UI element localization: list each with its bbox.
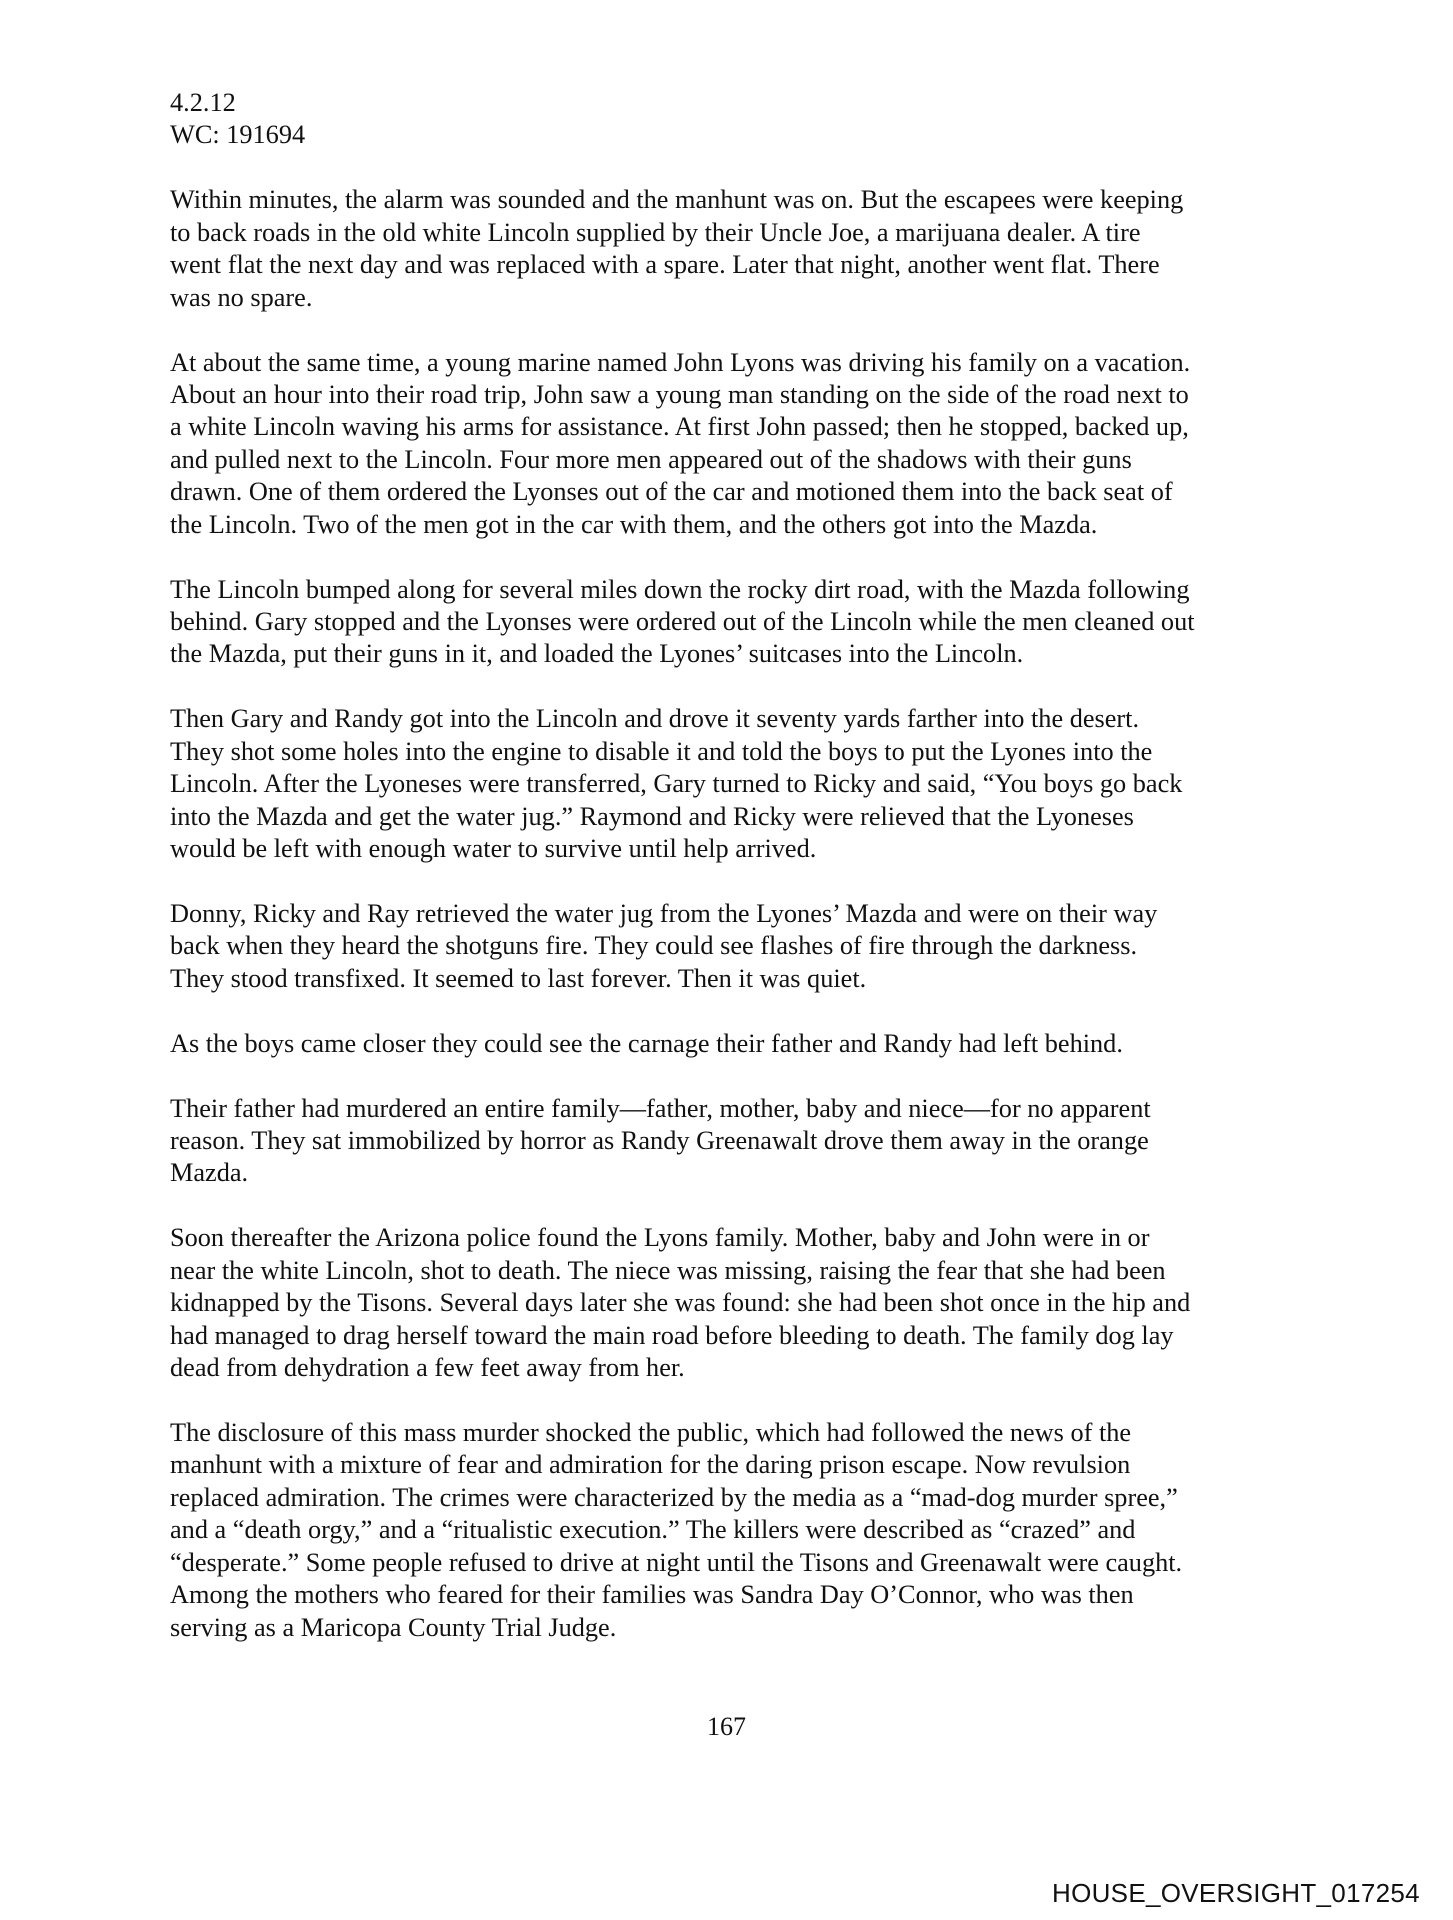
- paragraph: [170, 898, 1195, 995]
- paragraph: [170, 184, 1195, 314]
- text-line: into the Mazda and get the water jug.” Raymond and Ricky were relieved that the Lyoneses: [170, 801, 1134, 831]
- text-line: Within minutes, the alarm was sounded and the manhunt was on. But the escapees were keeping: [170, 185, 1184, 215]
- text-line: They stood transfixed. It seemed to last forever. Then it was quiet.: [170, 963, 867, 993]
- paragraph: [170, 1222, 1195, 1384]
- text-line: behind. Gary stopped and the Lyonses were ordered out of the Lincoln while the men cleaned out: [170, 607, 1195, 636]
- date-line: 4.2.12: [170, 88, 236, 117]
- paragraph: [170, 703, 1195, 865]
- text-line: Donny, Ricky and Ray retrieved the water jug from the Lyones’ Mazda and were on their way: [170, 898, 1158, 928]
- text-line: manhunt with a mixture of fear and admiration for the daring prison escape. Now revulsion: [170, 1450, 1131, 1480]
- text-line: They shot some holes into the engine to disable it and told the boys to put the Lyones into the: [170, 736, 1153, 766]
- text-line: had managed to drag herself toward the main road before bleeding to death. The family dog lay: [170, 1320, 1174, 1350]
- word-count-line: WC: 191694: [170, 120, 306, 150]
- text-line: went flat the next day and was replaced with a spare. Later that night, another went flat. There: [170, 250, 1160, 280]
- text-line: was no spare.: [170, 282, 313, 312]
- text-line: back when they heard the shotguns fire. They could see flashes of fire through the darkness.: [170, 931, 1138, 961]
- text-line: serving as a Maricopa County Trial Judge.: [170, 1612, 617, 1642]
- text-line: the Lincoln. Two of the men got in the car with them, and the others got into the Mazda.: [170, 509, 1098, 539]
- bates-number: HOUSE_OVERSIGHT_017254: [1052, 1878, 1420, 1908]
- paragraph: [170, 347, 1195, 542]
- paragraph: [170, 574, 1195, 671]
- text-line: The disclosure of this mass murder shocked the public, which had followed the news of the: [170, 1417, 1132, 1447]
- text-line: The Lincoln bumped along for several miles down the rocky dirt road, with the Mazda following: [170, 574, 1190, 604]
- text-line: and a “death orgy,” and a “ritualistic execution.” The killers were described as “crazed” and: [170, 1515, 1136, 1545]
- text-line: the Mazda, put their guns in it, and loaded the Lyones’ suitcases into the Lincoln.: [170, 639, 1024, 669]
- text-line: Lincoln. After the Lyoneses were transferred, Gary turned to Ricky and said, “You boys go back: [170, 769, 1183, 799]
- text-line: Their father had murdered an entire family—father, mother, baby and niece—for no apparent: [170, 1093, 1151, 1123]
- text-line: As the boys came closer they could see the carnage their father and Randy had left behind.: [170, 1028, 1123, 1058]
- text-line: Among the mothers who feared for their families was Sandra Day O’Connor, who was then: [170, 1580, 1134, 1610]
- paragraph: [170, 1028, 1195, 1060]
- text-line: near the white Lincoln, shot to death. The niece was missing, raising the fear that she had been: [170, 1255, 1166, 1285]
- text-line: kidnapped by the Tisons. Several days later she was found: she had been shot once in the hip and: [170, 1288, 1191, 1318]
- text-line: “desperate.” Some people refused to drive at night until the Tisons and Greenawalt were caught.: [170, 1547, 1183, 1577]
- text-line: to back roads in the old white Lincoln supplied by their Uncle Joe, a marijuana dealer. A tire: [170, 217, 1141, 247]
- text-line: would be left with enough water to survive until help arrived.: [170, 834, 817, 864]
- header: [170, 87, 1195, 152]
- document-body: [170, 87, 1195, 1676]
- text-line: Soon thereafter the Arizona police found the Lyons family. Mother, baby and John were in or: [170, 1223, 1150, 1253]
- text-line: dead from dehydration a few feet away from her.: [170, 1353, 685, 1383]
- text-line: replaced admiration. The crimes were characterized by the media as a “mad-dog murder spree,”: [170, 1482, 1178, 1512]
- text-line: Mazda.: [170, 1158, 249, 1188]
- paragraphs: [170, 184, 1195, 1644]
- text-line: and pulled next to the Lincoln. Four more men appeared out of the shadows with their guns: [170, 444, 1132, 474]
- text-line: Then Gary and Randy got into the Lincoln and drove it seventy yards farther into the desert.: [170, 704, 1140, 734]
- page-number: 167: [707, 1712, 746, 1741]
- text-line: At about the same time, a young marine named John Lyons was driving his family on a vacation.: [170, 347, 1191, 377]
- text-line: a white Lincoln waving his arms for assistance. At first John passed; then he stopped, backed up,: [170, 412, 1189, 442]
- paragraph: [170, 1093, 1195, 1190]
- text-line: drawn. One of them ordered the Lyonses out of the car and motioned them into the back seat of: [170, 477, 1173, 507]
- paragraph: [170, 1417, 1195, 1644]
- text-line: About an hour into their road trip, John saw a young man standing on the side of the road next to: [170, 379, 1189, 409]
- text-line: reason. They sat immobilized by horror as Randy Greenawalt drove them away in the orange: [170, 1126, 1149, 1155]
